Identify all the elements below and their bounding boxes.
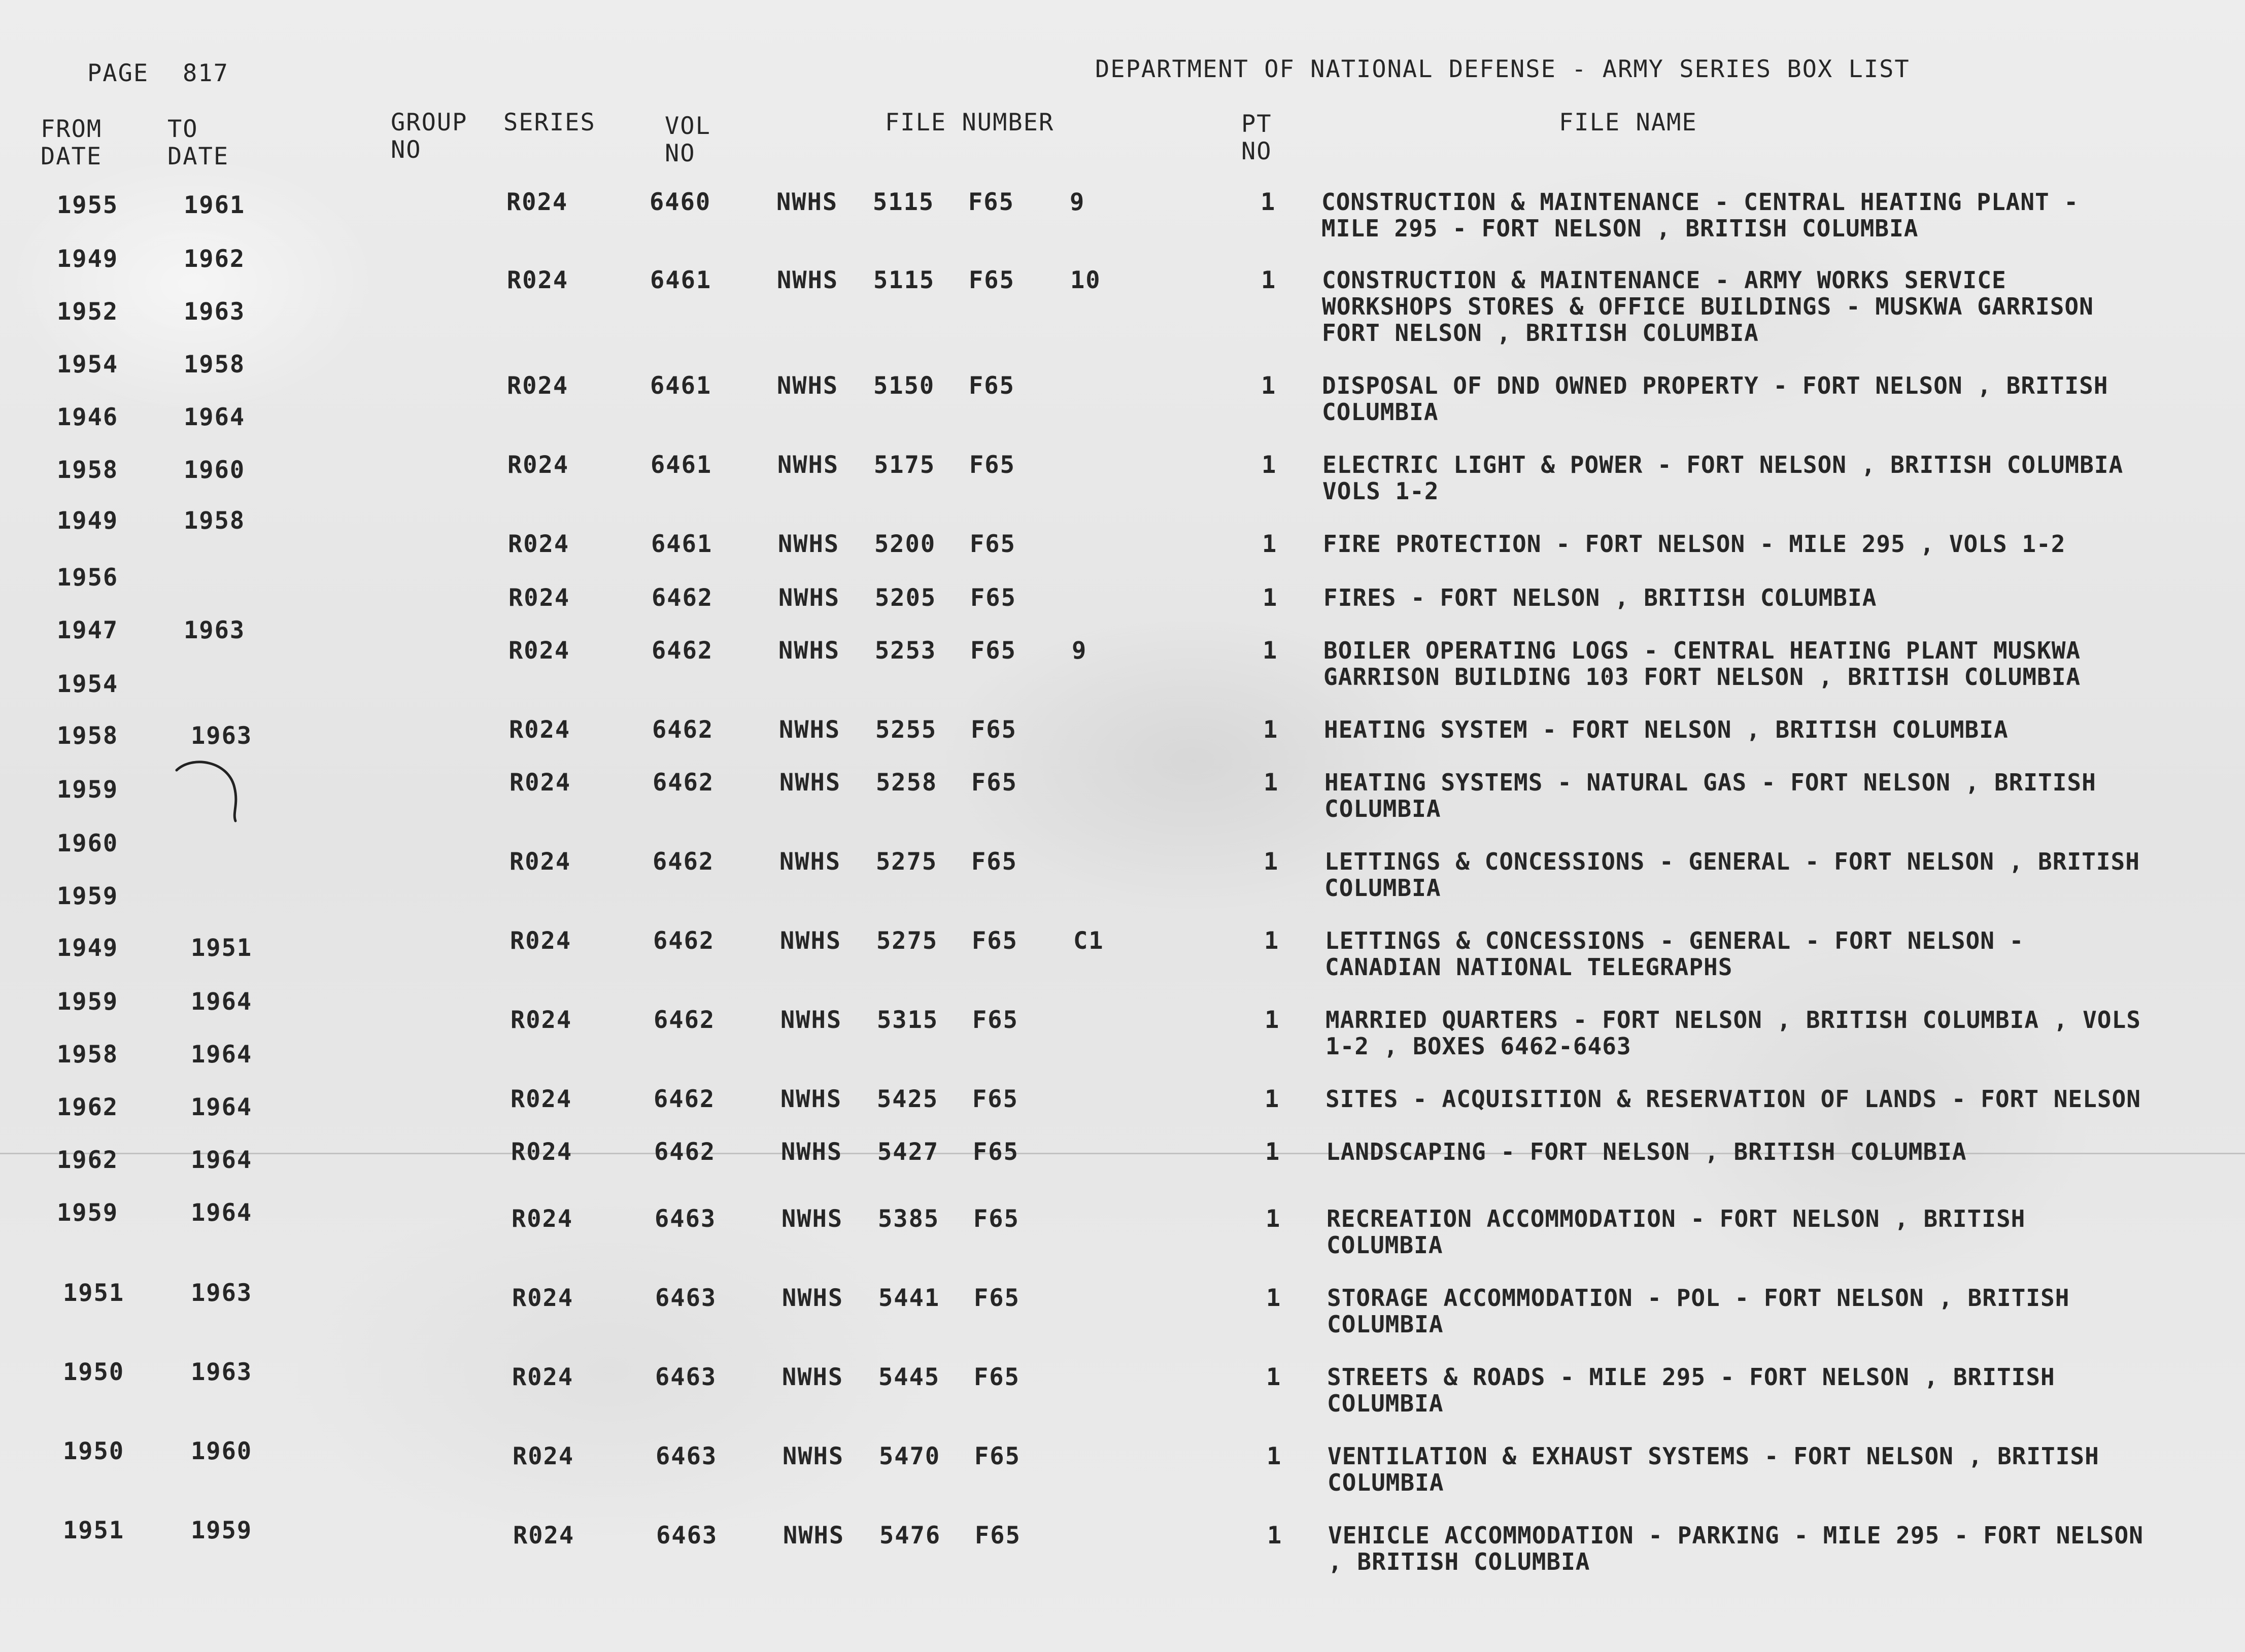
file-prefix: NWHS xyxy=(778,584,840,612)
from-date: 1950 xyxy=(63,1437,125,1465)
volume-number: 6462 xyxy=(653,769,715,797)
file-number: 5205 xyxy=(875,584,937,612)
from-date: 1949 xyxy=(57,507,119,535)
series-code: R024 xyxy=(511,1138,573,1166)
from-date: 1951 xyxy=(63,1517,125,1544)
volume-number: 6463 xyxy=(655,1205,717,1233)
file-number: 5275 xyxy=(876,927,938,955)
from-date: 1951 xyxy=(63,1279,125,1307)
series-code: R024 xyxy=(512,1205,573,1233)
header-from-date: FROM DATE xyxy=(41,115,103,170)
file-number: 5476 xyxy=(879,1522,941,1550)
file-name: FIRES - FORT NELSON , BRITISH COLUMBIA xyxy=(1323,584,1877,611)
from-date: 1958 xyxy=(57,722,119,750)
file-number: 5115 xyxy=(873,188,935,216)
part-number: 1 xyxy=(1267,1442,1282,1470)
file-prefix: NWHS xyxy=(782,1363,844,1391)
from-date: 1958 xyxy=(57,1041,119,1069)
document-title: DEPARTMENT OF NATIONAL DEFENSE - ARMY SERIES BOX LIST xyxy=(1095,55,1910,83)
file-number: 5115 xyxy=(873,266,935,294)
file-name: VEHICLE ACCOMMODATION - PARKING - MILE 295 - FORT NELSON , BRITISH COLUMBIA xyxy=(1328,1522,2144,1575)
header-file-name: FILE NAME xyxy=(1559,109,1697,136)
from-date: 1952 xyxy=(57,298,119,326)
file-code: F65 xyxy=(969,451,1015,479)
file-code: F65 xyxy=(972,927,1018,955)
volume-number: 6462 xyxy=(654,1138,716,1166)
to-date: 1964 xyxy=(191,1041,253,1069)
header-vol-no: VOL NO xyxy=(665,112,711,167)
file-prefix: NWHS xyxy=(781,1138,843,1166)
file-prefix: NWHS xyxy=(783,1522,845,1550)
to-date: 1964 xyxy=(191,988,253,1016)
part-number: 1 xyxy=(1262,451,1277,479)
to-date: 1960 xyxy=(184,456,246,484)
from-date: 1960 xyxy=(57,830,119,857)
series-code: R024 xyxy=(507,266,569,294)
series-code: R024 xyxy=(507,372,569,400)
series-code: R024 xyxy=(511,1006,572,1034)
file-number: 5445 xyxy=(878,1363,940,1391)
to-date: 1958 xyxy=(184,507,246,535)
file-name: LETTINGS & CONCESSIONS - GENERAL - FORT NELSON - CANADIAN NATIONAL TELEGRAPHS xyxy=(1325,927,2024,981)
part-number: 1 xyxy=(1264,848,1279,876)
from-date: 1958 xyxy=(57,456,119,484)
volume-number: 6461 xyxy=(650,266,712,294)
file-suffix: 9 xyxy=(1072,637,1087,665)
file-code: F65 xyxy=(969,372,1015,400)
file-number: 5253 xyxy=(875,637,937,665)
volume-number: 6462 xyxy=(654,1085,716,1113)
from-date: 1959 xyxy=(57,1199,119,1227)
file-number: 5441 xyxy=(878,1284,940,1312)
file-code: F65 xyxy=(970,637,1016,665)
file-prefix: NWHS xyxy=(777,451,839,479)
series-code: R024 xyxy=(506,188,568,216)
series-code: R024 xyxy=(508,530,570,558)
volume-number: 6463 xyxy=(656,1442,718,1470)
from-date: 1959 xyxy=(57,776,119,804)
file-prefix: NWHS xyxy=(776,188,838,216)
file-code: F65 xyxy=(972,1085,1018,1113)
handwritten-pen-mark xyxy=(173,756,249,832)
file-number: 5255 xyxy=(875,716,937,744)
file-code: F65 xyxy=(975,1522,1021,1550)
file-code: F65 xyxy=(971,769,1017,797)
header-to-date: TO DATE xyxy=(167,115,229,170)
to-date: 1964 xyxy=(191,1199,253,1227)
file-name: CONSTRUCTION & MAINTENANCE - CENTRAL HEATING PLANT - MILE 295 - FORT NELSON , BRITISH COLUMBIA xyxy=(1321,188,2079,242)
file-name: CONSTRUCTION & MAINTENANCE - ARMY WORKS SERVICE WORKSHOPS STORES & OFFICE BUILDINGS - MUSKWA GARRISON FORT NELSON , BRITISH COLUMBIA xyxy=(1322,266,2094,347)
file-code: F65 xyxy=(972,1006,1018,1034)
to-date: 1963 xyxy=(184,298,246,326)
file-code: F65 xyxy=(973,1138,1019,1166)
file-name: SITES - ACQUISITION & RESERVATION OF LANDS - FORT NELSON xyxy=(1325,1085,2141,1113)
file-name: BOILER OPERATING LOGS - CENTRAL HEATING PLANT MUSKWA GARRISON BUILDING 103 FORT NELSON , BRITISH COLUMBIA xyxy=(1323,637,2081,691)
part-number: 1 xyxy=(1264,769,1279,797)
file-name: VENTILATION & EXHAUST SYSTEMS - FORT NELSON , BRITISH COLUMBIA xyxy=(1328,1442,2099,1496)
series-code: R024 xyxy=(511,1085,572,1113)
series-code: R024 xyxy=(512,1284,574,1312)
volume-number: 6462 xyxy=(652,637,713,665)
to-date: 1963 xyxy=(191,1358,253,1386)
part-number: 1 xyxy=(1266,1363,1282,1391)
part-number: 1 xyxy=(1263,716,1279,744)
file-number: 5200 xyxy=(874,530,936,558)
volume-number: 6463 xyxy=(655,1284,717,1312)
file-name: HEATING SYSTEMS - NATURAL GAS - FORT NELSON , BRITISH COLUMBIA xyxy=(1324,769,2096,822)
to-date: 1964 xyxy=(191,1146,253,1174)
volume-number: 6463 xyxy=(656,1522,718,1550)
part-number: 1 xyxy=(1267,1522,1283,1550)
series-code: R024 xyxy=(513,1522,575,1550)
from-date: 1959 xyxy=(57,988,119,1016)
file-code: F65 xyxy=(971,716,1017,744)
file-prefix: NWHS xyxy=(777,266,839,294)
file-name: ELECTRIC LIGHT & POWER - FORT NELSON , BRITISH COLUMBIA VOLS 1-2 xyxy=(1322,451,2124,505)
file-suffix: 10 xyxy=(1070,266,1101,294)
from-date: 1962 xyxy=(57,1093,119,1121)
part-number: 1 xyxy=(1261,266,1277,294)
part-number: 1 xyxy=(1261,372,1277,400)
to-date: 1964 xyxy=(191,1093,253,1121)
file-suffix: C1 xyxy=(1073,927,1104,955)
from-date: 1954 xyxy=(57,670,119,698)
series-code: R024 xyxy=(509,769,571,797)
file-number: 5275 xyxy=(876,848,938,876)
to-date: 1960 xyxy=(191,1437,253,1465)
file-suffix: 9 xyxy=(1070,188,1085,216)
file-prefix: NWHS xyxy=(778,530,840,558)
volume-number: 6462 xyxy=(653,848,715,876)
from-date: 1956 xyxy=(57,564,119,592)
part-number: 1 xyxy=(1261,188,1276,216)
series-code: R024 xyxy=(513,1442,574,1470)
file-code: F65 xyxy=(971,848,1017,876)
file-name: LETTINGS & CONCESSIONS - GENERAL - FORT NELSON , BRITISH COLUMBIA xyxy=(1324,848,2140,902)
file-prefix: NWHS xyxy=(779,769,841,797)
file-prefix: NWHS xyxy=(780,1085,842,1113)
to-date: 1964 xyxy=(184,403,246,431)
to-date: 1951 xyxy=(191,934,253,962)
from-date: 1955 xyxy=(57,191,119,219)
series-code: R024 xyxy=(510,927,572,955)
part-number: 1 xyxy=(1265,1085,1280,1113)
file-prefix: NWHS xyxy=(779,848,841,876)
series-code: R024 xyxy=(508,584,570,612)
part-number: 1 xyxy=(1263,637,1278,665)
from-date: 1949 xyxy=(57,245,119,273)
file-code: F65 xyxy=(974,1284,1020,1312)
part-number: 1 xyxy=(1264,927,1280,955)
header-pt-no: PT NO xyxy=(1241,110,1272,165)
to-date: 1961 xyxy=(184,191,246,219)
header-group-no: GROUP NO xyxy=(391,109,468,164)
file-number: 5425 xyxy=(877,1085,939,1113)
volume-number: 6463 xyxy=(655,1363,717,1391)
file-prefix: NWHS xyxy=(781,1205,843,1233)
file-name: STREETS & ROADS - MILE 295 - FORT NELSON , BRITISH COLUMBIA xyxy=(1327,1363,2055,1417)
volume-number: 6461 xyxy=(650,372,712,400)
series-code: R024 xyxy=(512,1363,574,1391)
file-prefix: NWHS xyxy=(782,1284,844,1312)
file-name: MARRIED QUARTERS - FORT NELSON , BRITISH COLUMBIA , VOLS 1-2 , BOXES 6462-6463 xyxy=(1325,1006,2141,1060)
file-name: FIRE PROTECTION - FORT NELSON - MILE 295 , VOLS 1-2 xyxy=(1323,530,2066,558)
from-date: 1947 xyxy=(57,616,119,644)
page-label: PAGE xyxy=(87,59,149,87)
to-date: 1962 xyxy=(184,245,246,273)
file-number: 5315 xyxy=(877,1006,939,1034)
series-code: R024 xyxy=(509,716,571,744)
file-number: 5427 xyxy=(877,1138,939,1166)
from-date: 1959 xyxy=(57,882,119,910)
volume-number: 6460 xyxy=(650,188,711,216)
file-number: 5258 xyxy=(876,769,938,797)
file-number: 5385 xyxy=(878,1205,940,1233)
to-date: 1963 xyxy=(191,1279,253,1307)
file-number: 5470 xyxy=(879,1442,941,1470)
file-prefix: NWHS xyxy=(783,1442,844,1470)
from-date: 1962 xyxy=(57,1146,119,1174)
file-name: STORAGE ACCOMMODATION - POL - FORT NELSON , BRITISH COLUMBIA xyxy=(1327,1284,2070,1338)
file-name: HEATING SYSTEM - FORT NELSON , BRITISH COLUMBIA xyxy=(1324,716,2009,743)
file-prefix: NWHS xyxy=(778,637,840,665)
volume-number: 6461 xyxy=(651,451,712,479)
volume-number: 6462 xyxy=(652,716,714,744)
part-number: 1 xyxy=(1265,1138,1281,1166)
file-code: F65 xyxy=(969,266,1015,294)
part-number: 1 xyxy=(1266,1205,1281,1233)
volume-number: 6462 xyxy=(654,1006,716,1034)
file-code: F65 xyxy=(974,1363,1020,1391)
part-number: 1 xyxy=(1266,1284,1282,1312)
header-series: SERIES xyxy=(503,109,596,136)
to-date: 1963 xyxy=(184,616,246,644)
file-name: RECREATION ACCOMMODATION - FORT NELSON , BRITISH COLUMBIA xyxy=(1326,1205,2026,1259)
file-number: 5150 xyxy=(873,372,935,400)
file-code: F65 xyxy=(973,1205,1019,1233)
file-prefix: NWHS xyxy=(779,716,841,744)
file-name: LANDSCAPING - FORT NELSON , BRITISH COLUMBIA xyxy=(1326,1138,1967,1165)
series-code: R024 xyxy=(507,451,569,479)
volume-number: 6462 xyxy=(652,584,713,612)
file-code: F65 xyxy=(974,1442,1021,1470)
to-date: 1958 xyxy=(184,351,246,378)
from-date: 1949 xyxy=(57,934,119,962)
file-prefix: NWHS xyxy=(780,927,842,955)
part-number: 1 xyxy=(1262,530,1278,558)
file-code: F65 xyxy=(968,188,1014,216)
to-date: 1959 xyxy=(191,1517,253,1544)
header-file-number: FILE NUMBER xyxy=(885,109,1055,136)
to-date: 1963 xyxy=(191,722,253,750)
file-name: DISPOSAL OF DND OWNED PROPERTY - FORT NELSON , BRITISH COLUMBIA xyxy=(1322,372,2108,426)
from-date: 1946 xyxy=(57,403,119,431)
series-code: R024 xyxy=(509,848,571,876)
from-date: 1950 xyxy=(63,1358,125,1386)
file-number: 5175 xyxy=(874,451,936,479)
series-code: R024 xyxy=(508,637,570,665)
file-prefix: NWHS xyxy=(777,372,839,400)
volume-number: 6461 xyxy=(651,530,713,558)
page-number: 817 xyxy=(183,59,229,87)
file-code: F65 xyxy=(970,584,1016,612)
file-code: F65 xyxy=(970,530,1016,558)
part-number: 1 xyxy=(1265,1006,1280,1034)
volume-number: 6462 xyxy=(653,927,715,955)
from-date: 1954 xyxy=(57,351,119,378)
part-number: 1 xyxy=(1263,584,1278,612)
file-prefix: NWHS xyxy=(780,1006,842,1034)
